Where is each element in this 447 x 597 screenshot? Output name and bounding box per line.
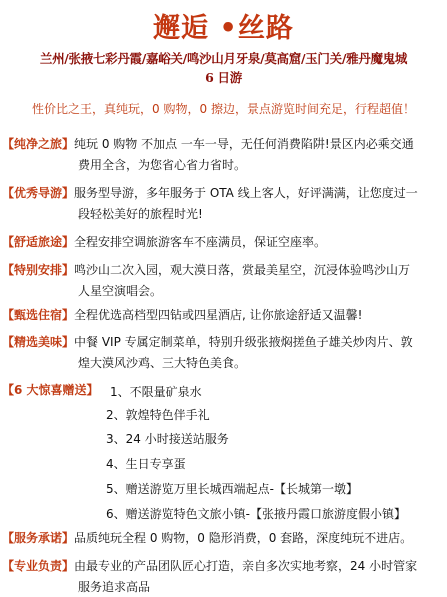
team-tag: 【专业负责】 [2, 559, 75, 573]
gift-item: 1、不限量矿泉水 [110, 385, 202, 399]
team-text-cont: 服务追求高品 [78, 580, 151, 594]
feature-tag: 【优秀导游】 [2, 186, 75, 200]
feature-text: 中餐 VIP 专属定制菜单，特别升级张掖焖搓鱼子雄关炒肉片、敦 [74, 335, 413, 349]
gifts-section [2, 380, 444, 400]
feature-item-special [2, 260, 444, 280]
feature-item-food [2, 332, 444, 352]
feature-tag: 【精选美味】 [2, 335, 75, 349]
page-title: 邂逅 •丝路 [153, 13, 294, 44]
feature-tag: 【甄选住宿】 [2, 308, 75, 322]
feature-tag: 【纯净之旅】 [2, 137, 75, 151]
service-text: 品质纯玩全程 0 购物，0 隐形消费，0 套路，深度纯玩不进店。 [74, 531, 413, 545]
feature-text: 鸣沙山二次入园，观大漠日落，赏最美星空，沉浸体验鸣沙山万 [74, 263, 411, 277]
feature-text-cont: 煌大漠风沙鸡、三大特色美食。 [78, 356, 247, 370]
feature-text-cont: 费用全含，为您省心省力省时。 [78, 158, 247, 172]
feature-text: 全程安排空调旅游客车不座满员，保证空座率。 [74, 235, 327, 249]
feature-tag: 【特别安排】 [2, 263, 75, 277]
intro-text: 性价比之王，真纯玩，0 购物，0 擦边，景点游览时间充足，行程超值！ [32, 102, 415, 116]
team-text: 由最专业的产品团队匠心打造，亲自多次实地考察，24 小时管家 [74, 559, 418, 573]
service-promise [2, 528, 444, 548]
feature-tag: 【舒适旅途】 [2, 235, 75, 249]
feature-text-cont: 人星空演唱会。 [78, 284, 163, 298]
feature-text: 服务型导游，多年服务于 OTA 线上客人，好评满满，让您度过一 [74, 186, 418, 200]
professional-team [2, 556, 444, 576]
feature-item-guide [2, 183, 444, 203]
gift-item: 5、赠送游览万里长城西端起点-【长城第一墩】 [106, 482, 358, 496]
feature-item-comfort [2, 232, 444, 252]
feature-item-pure-tour [2, 134, 444, 154]
gift-item: 3、24 小时接送站服务 [106, 432, 229, 446]
route-line-1: 兰州/张掖七彩丹霞/嘉峪关/鸣沙山月牙泉/莫高窟/玉门关/雅丹魔鬼城 [39, 51, 408, 66]
feature-text-cont: 段轻松美好的旅程时光! [78, 207, 203, 221]
gift-item: 2、敦煌特色伴手礼 [106, 408, 210, 422]
gift-item: 4、生日专享蛋 [106, 457, 186, 471]
feature-text: 纯玩 0 购物 不加点 一车一导，无任何消费陷阱!景区内必乘交通 [74, 137, 414, 151]
gifts-tag: 【6 大惊喜赠送】 [2, 383, 99, 397]
service-tag: 【服务承诺】 [2, 531, 75, 545]
gift-item: 6、赠送游览特色文旅小镇-【张掖丹霞口旅游度假小镇】 [106, 507, 406, 521]
feature-text: 全程优选高档型四钻或四星酒店, 让你旅途舒适又温馨! [74, 308, 363, 322]
feature-item-hotel [2, 305, 444, 325]
route-line-2: 6 日游 [205, 70, 242, 85]
